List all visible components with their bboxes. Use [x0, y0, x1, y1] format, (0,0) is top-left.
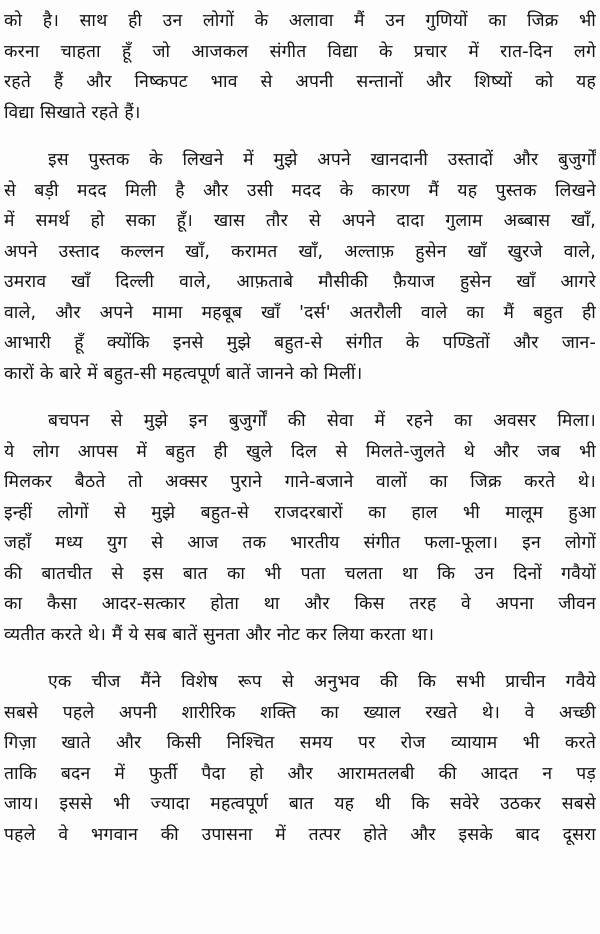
text-line: आभारी हूँ क्योंकि इनसे मुझे बहुत-से संगीत के पण्डितों और जान- [4, 333, 596, 353]
paragraph-gap [4, 650, 596, 667]
text-line: ताकि बदन में फुर्ती पैदा हो और आरामतलबी की आदत न पड़ [4, 763, 596, 784]
paragraph-2 [4, 145, 596, 389]
text-line: का कैसा आदर-सत्कार होता था और किस तरह वे अपना जीवन [4, 594, 596, 614]
text-line: एक चीज मैंने विशेष रूप से अनुभव की कि सभी प्राचीन गवैये [48, 672, 596, 692]
text-line: बचपन से मुझे इन बुजुर्गों की सेवा में रहने का अवसर मिला। [48, 411, 596, 431]
text-line: रहते हैं और निष्कपट भाव से अपनी सन्तानों और शिष्यों को यह [4, 72, 596, 92]
text-line: पहले वे भगवान की उपासना में तत्पर होते और इसके बाद दूसरा [4, 824, 596, 845]
text-line: विद्या सिखाते रहते हैं। [4, 102, 141, 123]
text-line: इस पुस्तक के लिखने में मुझे अपने खानदानी उस्तादों और बुजुर्गों [48, 150, 596, 170]
text-line: करना चाहता हूँ जो आजकल संगीत विद्या के प्रचार में रात-दिन लगे [4, 41, 596, 62]
text-line: ये लोग आपस में बहुत ही खुले दिल से मिलते-जुलते थे और जब भी [4, 441, 596, 462]
text-line: अपने उस्ताद कल्लन खाँ, करामत खाँ, अल्ताफ़ हुसेन खाँ खुरजे वाले, [4, 241, 596, 262]
paragraph-4 [4, 667, 596, 850]
text-line: को है। साथ ही उन लोगों के अलावा मैं उन गुणियों का जिक्र भी [4, 11, 596, 31]
paragraph-gap [4, 389, 596, 406]
text-line: व्यतीत करते थे। मैं ये सब बातें सुनता और नोट कर लिया करता था। [4, 624, 435, 645]
text-line: से बड़ी मदद मिली है और उसी मदद के कारण मैं यह पुस्तक लिखने [4, 180, 596, 201]
paragraph-gap [4, 128, 596, 145]
text-line: की बातचीत से इस बात का भी पता चलता था कि उन दिनों गवैयों [4, 563, 596, 584]
paragraph-1 [4, 6, 596, 128]
text-line: गिज़ा खाते और किसी निश्चित समय पर रोज व्यायाम भी करते [4, 733, 596, 753]
paragraph-3 [4, 406, 596, 650]
text-line: में समर्थ हो सका हूँ। खास तौर से अपने दादा गुलाम अब्बास खाँ, [4, 211, 596, 231]
text-line: उमराव खाँ दिल्ली वाले, आफ़ताबे मौसीकी फ़ैयाज हुसेन खाँ आगरे [4, 272, 596, 292]
text-line: मिलकर बैठते तो अक्सर पुराने गाने-बजाने वालों का जिक्र करते थे। [4, 472, 596, 492]
text-line: जहाँ मध्य युग से आज तक भारतीय संगीत फला-फूला। इन लोगों [4, 533, 596, 553]
text-line: जाय। इससे भी ज्यादा महत्वपूर्ण बात यह थी कि सवेरे उठकर सबसे [4, 794, 596, 814]
text-line: सबसे पहले अपनी शारीरिक शक्ति का ख्याल रखते थे। वे अच्छी [4, 702, 596, 723]
text-line: कारों के बारे में बहुत-सी महत्वपूर्ण बातें जानने को मिलीं। [4, 363, 363, 384]
text-line: इन्हीं लोगों से मुझे बहुत-से राजदरबारों का हाल भी मालूम हुआ [4, 502, 596, 523]
text-line: वाले, और अपने मामा महबूब खाँ 'दर्स' अतरौली वाले का मैं बहुत ही [4, 302, 596, 323]
